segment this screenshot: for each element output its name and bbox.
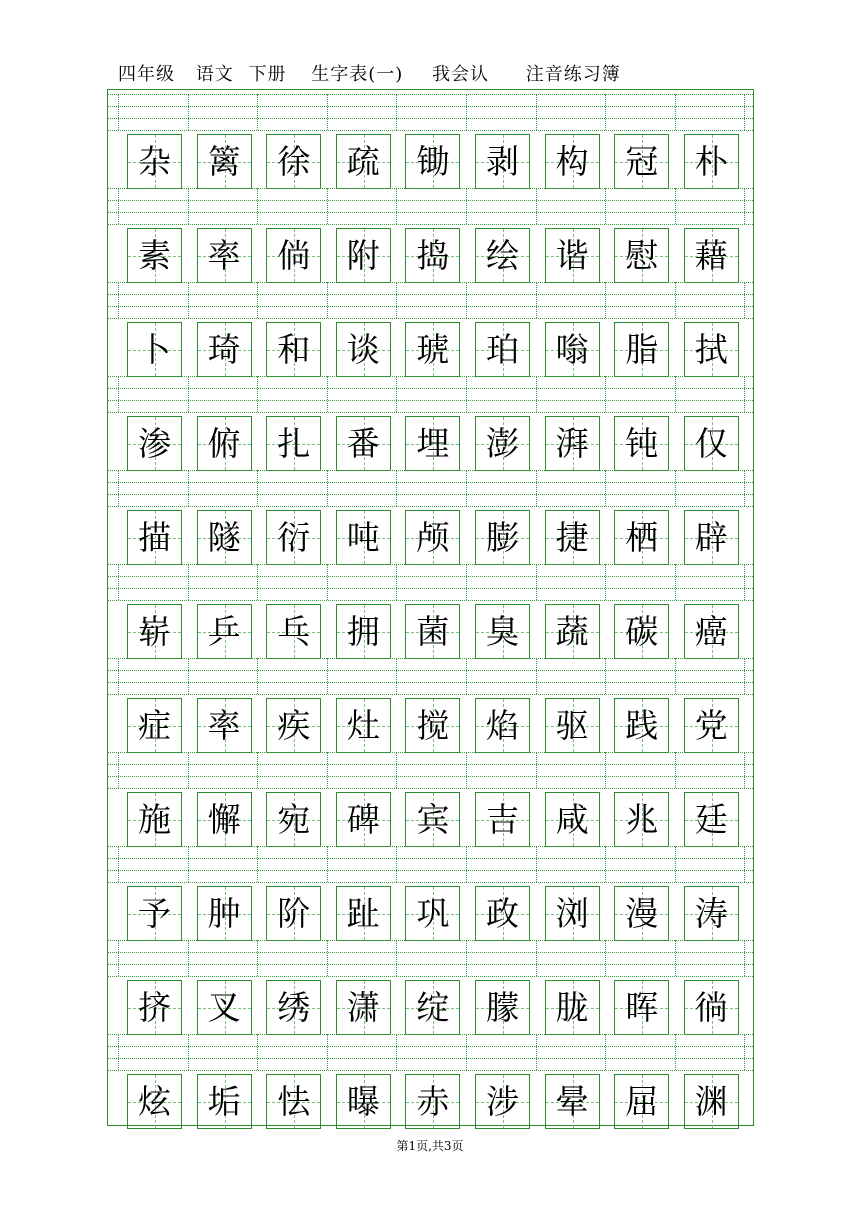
character-cell — [405, 980, 460, 1035]
character-cell — [684, 792, 739, 847]
character-cell — [127, 886, 182, 941]
character-cell — [614, 792, 669, 847]
grade-label: 四年级 — [118, 64, 175, 85]
character-cell — [545, 416, 600, 471]
hanzi-character: 疏 — [346, 142, 380, 181]
hanzi-character: 慰 — [625, 236, 659, 275]
hanzi-character: 辟 — [694, 518, 728, 557]
hanzi-character: 垢 — [207, 1082, 241, 1121]
character-cell — [336, 416, 391, 471]
hanzi-character: 构 — [555, 142, 589, 181]
character-cell — [266, 510, 321, 565]
character-cell — [684, 1074, 739, 1129]
hanzi-character: 扎 — [277, 424, 311, 463]
hanzi-character: 赤 — [416, 1082, 450, 1121]
hanzi-character: 琥 — [416, 330, 450, 369]
section-label: 我会认 — [431, 64, 489, 85]
character-row — [108, 980, 753, 1035]
hanzi-character: 湃 — [555, 424, 589, 463]
hanzi-character: 搅 — [416, 706, 450, 745]
hanzi-character: 素 — [138, 236, 171, 275]
hanzi-character: 吨 — [346, 518, 380, 557]
character-cell — [684, 416, 739, 471]
character-cell — [127, 134, 182, 189]
hanzi-character: 朴 — [694, 142, 728, 181]
character-cell — [336, 604, 391, 659]
character-cell — [127, 228, 182, 283]
hanzi-character: 予 — [138, 894, 171, 933]
character-cell — [545, 792, 600, 847]
character-cell — [127, 1074, 182, 1129]
character-cell — [545, 134, 600, 189]
character-cell — [405, 604, 460, 659]
hanzi-character: 仅 — [694, 424, 728, 463]
character-cell — [266, 322, 321, 377]
hanzi-character: 践 — [625, 706, 659, 745]
character-cell — [127, 698, 182, 753]
hanzi-character: 颅 — [416, 518, 450, 557]
practice-grid — [107, 89, 754, 1126]
character-cell — [475, 322, 530, 377]
hanzi-character: 渊 — [694, 1082, 728, 1121]
hanzi-character: 碑 — [346, 800, 380, 839]
character-cell — [614, 416, 669, 471]
hanzi-character: 涛 — [694, 894, 728, 933]
hanzi-character: 政 — [486, 894, 519, 933]
hanzi-character: 晖 — [625, 988, 659, 1027]
character-cell — [614, 980, 669, 1035]
character-cell — [475, 510, 530, 565]
hanzi-character: 屈 — [625, 1082, 659, 1121]
hanzi-character: 绽 — [416, 988, 450, 1027]
character-cell — [684, 604, 739, 659]
pinyin-band — [108, 188, 753, 224]
hanzi-character: 谐 — [555, 236, 589, 275]
hanzi-character: 晕 — [555, 1082, 589, 1121]
hanzi-character: 附 — [346, 236, 380, 275]
character-cell — [336, 698, 391, 753]
hanzi-character: 疾 — [277, 706, 311, 745]
character-cell — [684, 698, 739, 753]
pinyin-band — [108, 940, 753, 976]
character-cell — [545, 980, 600, 1035]
hanzi-character: 吉 — [486, 800, 519, 839]
hanzi-character: 胧 — [555, 988, 589, 1027]
hanzi-character: 绘 — [486, 236, 519, 275]
character-cell — [614, 1074, 669, 1129]
hanzi-character: 率 — [207, 236, 241, 275]
character-cell — [475, 1074, 530, 1129]
table-name-label: 生字表(一) — [311, 64, 404, 85]
pinyin-band — [108, 1034, 753, 1070]
character-cell — [475, 698, 530, 753]
hanzi-character: 倘 — [277, 236, 311, 275]
character-row — [108, 510, 753, 565]
character-row — [108, 416, 753, 471]
hanzi-character: 焰 — [486, 706, 519, 745]
hanzi-character: 藉 — [694, 236, 728, 275]
character-cell — [197, 510, 252, 565]
character-cell — [405, 886, 460, 941]
hanzi-character: 挤 — [138, 988, 171, 1027]
hanzi-character: 施 — [138, 800, 171, 839]
character-cell — [266, 698, 321, 753]
pinyin-band — [108, 376, 753, 412]
character-cell — [127, 510, 182, 565]
character-cell — [614, 604, 669, 659]
hanzi-character: 阶 — [277, 894, 311, 933]
character-row — [108, 604, 753, 659]
hanzi-character: 隧 — [207, 518, 241, 557]
hanzi-character: 癌 — [694, 612, 728, 651]
page-header — [118, 60, 635, 86]
hanzi-character: 锄 — [416, 142, 450, 181]
character-cell — [405, 698, 460, 753]
character-row — [108, 792, 753, 847]
character-cell — [197, 980, 252, 1035]
character-cell — [684, 886, 739, 941]
hanzi-character: 率 — [207, 706, 241, 745]
character-cell — [475, 228, 530, 283]
character-cell — [614, 510, 669, 565]
character-cell — [336, 322, 391, 377]
character-row — [108, 1074, 753, 1129]
character-cell — [475, 134, 530, 189]
character-cell — [197, 228, 252, 283]
hanzi-character: 剥 — [486, 142, 519, 181]
hanzi-character: 谈 — [346, 330, 380, 369]
hanzi-character: 膨 — [486, 518, 519, 557]
character-row — [108, 228, 753, 283]
hanzi-character: 乒 — [207, 612, 241, 651]
character-cell — [336, 980, 391, 1035]
character-cell — [614, 228, 669, 283]
hanzi-character: 涉 — [486, 1082, 519, 1121]
hanzi-character: 蔬 — [555, 612, 589, 651]
character-cell — [684, 322, 739, 377]
character-cell — [266, 792, 321, 847]
hanzi-character: 廷 — [694, 800, 728, 839]
hanzi-character: 漫 — [625, 894, 659, 933]
pinyin-band — [108, 564, 753, 600]
hanzi-character: 潇 — [346, 988, 380, 1027]
character-cell — [684, 980, 739, 1035]
pinyin-band — [108, 658, 753, 694]
character-cell — [614, 698, 669, 753]
character-cell — [336, 510, 391, 565]
hanzi-character: 杂 — [138, 142, 171, 181]
character-cell — [545, 698, 600, 753]
character-cell — [545, 322, 600, 377]
character-cell — [197, 134, 252, 189]
character-cell — [475, 886, 530, 941]
character-cell — [405, 322, 460, 377]
hanzi-character: 捷 — [555, 518, 589, 557]
pinyin-band — [108, 846, 753, 882]
hanzi-character: 俯 — [207, 424, 241, 463]
hanzi-character: 番 — [346, 424, 380, 463]
hanzi-character: 捣 — [416, 236, 450, 275]
hanzi-character: 衍 — [277, 518, 311, 557]
character-cell — [614, 322, 669, 377]
hanzi-character: 兆 — [625, 800, 659, 839]
character-cell — [475, 792, 530, 847]
hanzi-character: 叉 — [207, 988, 241, 1027]
character-row — [108, 886, 753, 941]
character-cell — [266, 1074, 321, 1129]
hanzi-character: 曝 — [346, 1082, 380, 1121]
hanzi-character: 和 — [277, 330, 311, 369]
character-cell — [336, 1074, 391, 1129]
hanzi-character: 症 — [138, 706, 171, 745]
hanzi-character: 冠 — [625, 142, 659, 181]
hanzi-character: 怯 — [277, 1082, 311, 1121]
pinyin-band — [108, 282, 753, 318]
character-cell — [405, 228, 460, 283]
page-footer: 第1页,共3页 — [396, 1139, 464, 1153]
pinyin-band — [108, 752, 753, 788]
character-cell — [405, 416, 460, 471]
character-cell — [614, 134, 669, 189]
character-cell — [127, 604, 182, 659]
character-cell — [475, 416, 530, 471]
character-cell — [336, 134, 391, 189]
hanzi-character: 澎 — [486, 424, 519, 463]
character-row — [108, 698, 753, 753]
character-cell — [684, 134, 739, 189]
hanzi-character: 肿 — [207, 894, 241, 933]
hanzi-character: 徐 — [277, 142, 311, 181]
character-row — [108, 134, 753, 189]
volume-label: 下册 — [248, 64, 287, 85]
subject-label: 语文 — [195, 64, 234, 85]
pinyin-band — [108, 94, 753, 130]
character-cell — [266, 886, 321, 941]
hanzi-character: 嗡 — [555, 330, 589, 369]
hanzi-character: 琦 — [207, 330, 241, 369]
hanzi-character: 臭 — [486, 612, 519, 651]
hanzi-character: 浏 — [555, 894, 589, 933]
character-cell — [684, 228, 739, 283]
character-cell — [405, 134, 460, 189]
hanzi-character: 巩 — [416, 894, 450, 933]
character-cell — [336, 228, 391, 283]
hanzi-character: 描 — [138, 518, 171, 557]
character-cell — [405, 792, 460, 847]
hanzi-character: 碳 — [625, 612, 659, 651]
hanzi-character: 崭 — [138, 612, 171, 651]
character-cell — [127, 980, 182, 1035]
hanzi-character: 埋 — [416, 424, 450, 463]
workbook-label: 注音练习簿 — [525, 64, 621, 85]
character-cell — [545, 510, 600, 565]
character-cell — [197, 604, 252, 659]
pinyin-band — [108, 470, 753, 506]
hanzi-character: 党 — [694, 706, 728, 745]
character-cell — [266, 134, 321, 189]
character-cell — [405, 510, 460, 565]
hanzi-character: 脂 — [625, 330, 659, 369]
hanzi-character: 乓 — [277, 612, 311, 651]
character-cell — [197, 698, 252, 753]
character-cell — [197, 792, 252, 847]
hanzi-character: 拭 — [694, 330, 728, 369]
character-cell — [475, 604, 530, 659]
character-cell — [545, 1074, 600, 1129]
hanzi-character: 菌 — [416, 612, 450, 651]
hanzi-character: 篱 — [207, 142, 241, 181]
character-cell — [197, 322, 252, 377]
character-cell — [127, 792, 182, 847]
character-cell — [197, 416, 252, 471]
character-cell — [545, 604, 600, 659]
character-cell — [266, 416, 321, 471]
character-cell — [614, 886, 669, 941]
hanzi-character: 钝 — [625, 424, 659, 463]
character-cell — [475, 980, 530, 1035]
character-cell — [266, 228, 321, 283]
hanzi-character: 懈 — [207, 800, 241, 839]
character-cell — [405, 1074, 460, 1129]
character-cell — [197, 886, 252, 941]
character-cell — [127, 416, 182, 471]
hanzi-character: 驱 — [555, 706, 589, 745]
hanzi-character: 绣 — [277, 988, 311, 1027]
hanzi-character: 宾 — [416, 800, 450, 839]
character-cell — [197, 1074, 252, 1129]
character-cell — [545, 886, 600, 941]
character-cell — [545, 228, 600, 283]
hanzi-character: 珀 — [486, 330, 519, 369]
character-cell — [336, 792, 391, 847]
character-cell — [266, 980, 321, 1035]
hanzi-character: 栖 — [625, 518, 659, 557]
hanzi-character: 宛 — [277, 800, 311, 839]
character-row — [108, 322, 753, 377]
character-cell — [266, 604, 321, 659]
hanzi-character: 渗 — [138, 424, 171, 463]
hanzi-character: 拥 — [346, 612, 380, 651]
hanzi-character: 咸 — [555, 800, 589, 839]
hanzi-character: 朦 — [486, 988, 519, 1027]
hanzi-character: 炫 — [138, 1082, 171, 1121]
character-cell — [684, 510, 739, 565]
character-cell — [127, 322, 182, 377]
character-cell — [336, 886, 391, 941]
hanzi-character: 灶 — [346, 706, 380, 745]
hanzi-character: 徜 — [694, 988, 728, 1027]
hanzi-character: 趾 — [346, 894, 380, 933]
hanzi-character: 卜 — [138, 330, 171, 369]
